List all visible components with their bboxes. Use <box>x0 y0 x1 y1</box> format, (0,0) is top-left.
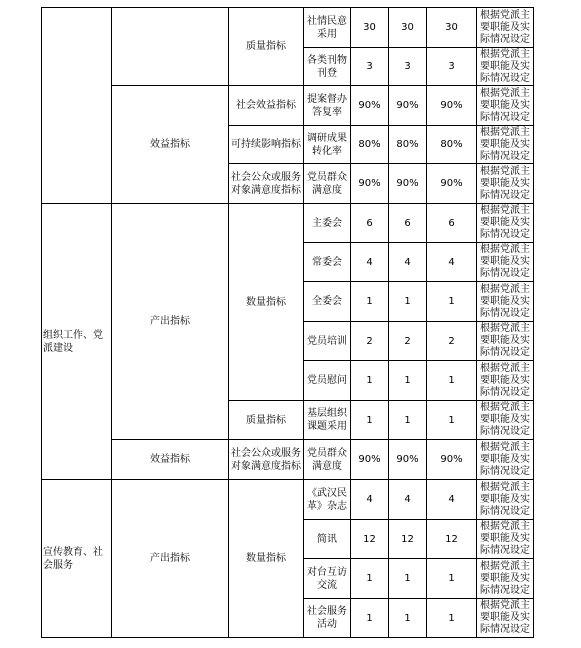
target-value-cell: 1 <box>427 361 477 401</box>
target-value-cell: 1 <box>389 361 427 401</box>
target-value-cell: 1 <box>389 599 427 638</box>
table-row <box>42 8 534 48</box>
target-value-cell: 90% <box>427 164 477 204</box>
indicator-name-cell: 主委会 <box>304 204 351 243</box>
basis-cell: 根据党派主要职能及实际情况设定 <box>477 282 534 322</box>
target-value-cell: 90% <box>389 164 427 204</box>
basis-cell: 根据党派主要职能及实际情况设定 <box>477 322 534 361</box>
basis-cell: 根据党派主要职能及实际情况设定 <box>477 243 534 282</box>
target-value-cell: 6 <box>389 204 427 243</box>
performance-indicator-table <box>41 7 534 638</box>
indicator-name-cell: 党员群众满意度 <box>304 440 351 480</box>
target-value-cell: 4 <box>389 243 427 282</box>
target-value-cell: 80% <box>427 126 477 164</box>
target-value-cell: 6 <box>351 204 389 243</box>
basis-cell: 根据党派主要职能及实际情况设定 <box>477 401 534 440</box>
indicator-name-cell: 调研成果转化率 <box>304 126 351 164</box>
indicator-name-cell: 各类刊物刊登 <box>304 48 351 86</box>
table-row <box>42 480 534 520</box>
indicator-name-cell: 简讯 <box>304 520 351 559</box>
basis-cell: 根据党派主要职能及实际情况设定 <box>477 480 534 520</box>
basis-cell: 根据党派主要职能及实际情况设定 <box>477 48 534 86</box>
indicator-name-cell: 对台互访交流 <box>304 559 351 599</box>
level3-indicator-cell: 质量指标 <box>229 8 304 86</box>
basis-cell: 根据党派主要职能及实际情况设定 <box>477 204 534 243</box>
basis-cell: 根据党派主要职能及实际情况设定 <box>477 164 534 204</box>
target-value-cell: 2 <box>427 322 477 361</box>
level3-indicator-cell: 社会公众或服务对象满意度指标 <box>229 164 304 204</box>
target-value-cell: 6 <box>427 204 477 243</box>
target-value-cell: 80% <box>351 126 389 164</box>
target-value-cell: 1 <box>351 361 389 401</box>
target-value-cell: 3 <box>427 48 477 86</box>
target-value-cell: 90% <box>389 86 427 126</box>
target-value-cell: 90% <box>351 440 389 480</box>
basis-cell: 根据党派主要职能及实际情况设定 <box>477 361 534 401</box>
indicator-name-cell: 全委会 <box>304 282 351 322</box>
level1-indicator-cell: 宣传教育、社会服务 <box>42 480 112 638</box>
target-value-cell: 90% <box>351 164 389 204</box>
level2-indicator-cell: 产出指标 <box>112 204 229 440</box>
level3-indicator-cell: 可持续影响指标 <box>229 126 304 164</box>
level2-indicator-cell: 效益指标 <box>112 440 229 480</box>
basis-cell: 根据党派主要职能及实际情况设定 <box>477 8 534 48</box>
target-value-cell: 1 <box>351 599 389 638</box>
target-value-cell: 4 <box>427 480 477 520</box>
level1-indicator-cell <box>42 8 112 204</box>
target-value-cell: 4 <box>351 243 389 282</box>
target-value-cell: 12 <box>351 520 389 559</box>
basis-cell: 根据党派主要职能及实际情况设定 <box>477 126 534 164</box>
target-value-cell: 30 <box>427 8 477 48</box>
target-value-cell: 1 <box>389 401 427 440</box>
target-value-cell: 80% <box>389 126 427 164</box>
level2-indicator-cell: 产出指标 <box>112 480 229 638</box>
indicator-name-cell: 党员群众满意度 <box>304 164 351 204</box>
target-value-cell: 90% <box>389 440 427 480</box>
indicator-name-cell: 常委会 <box>304 243 351 282</box>
target-value-cell: 1 <box>351 559 389 599</box>
table-row <box>42 204 534 243</box>
indicator-name-cell: 党员培训 <box>304 322 351 361</box>
target-value-cell: 4 <box>389 480 427 520</box>
target-value-cell: 90% <box>427 86 477 126</box>
level3-indicator-cell: 数量指标 <box>229 204 304 401</box>
level3-indicator-cell: 社会效益指标 <box>229 86 304 126</box>
target-value-cell: 12 <box>389 520 427 559</box>
target-value-cell: 30 <box>351 8 389 48</box>
target-value-cell: 4 <box>351 480 389 520</box>
indicator-name-cell: 社情民意采用 <box>304 8 351 48</box>
target-value-cell: 1 <box>427 599 477 638</box>
table-row <box>42 86 534 126</box>
target-value-cell: 2 <box>389 322 427 361</box>
target-value-cell: 90% <box>351 86 389 126</box>
indicator-name-cell: 社会服务活动 <box>304 599 351 638</box>
basis-cell: 根据党派主要职能及实际情况设定 <box>477 559 534 599</box>
target-value-cell: 4 <box>427 243 477 282</box>
target-value-cell: 30 <box>389 8 427 48</box>
target-value-cell: 1 <box>389 282 427 322</box>
target-value-cell: 12 <box>427 520 477 559</box>
target-value-cell: 1 <box>351 282 389 322</box>
level3-indicator-cell: 社会公众或服务对象满意度指标 <box>229 440 304 480</box>
level2-indicator-cell: 效益指标 <box>112 86 229 204</box>
level3-indicator-cell: 数量指标 <box>229 480 304 638</box>
target-value-cell: 1 <box>427 559 477 599</box>
table-body <box>42 8 534 638</box>
level2-indicator-cell <box>112 8 229 86</box>
basis-cell: 根据党派主要职能及实际情况设定 <box>477 599 534 638</box>
target-value-cell: 90% <box>427 440 477 480</box>
indicator-name-cell: 党员慰问 <box>304 361 351 401</box>
basis-cell: 根据党派主要职能及实际情况设定 <box>477 440 534 480</box>
target-value-cell: 1 <box>351 401 389 440</box>
level3-indicator-cell: 质量指标 <box>229 401 304 440</box>
target-value-cell: 2 <box>351 322 389 361</box>
target-value-cell: 1 <box>427 401 477 440</box>
basis-cell: 根据党派主要职能及实际情况设定 <box>477 520 534 559</box>
table-row <box>42 440 534 480</box>
target-value-cell: 1 <box>389 559 427 599</box>
target-value-cell: 3 <box>351 48 389 86</box>
indicator-name-cell: 基层组织课题采用 <box>304 401 351 440</box>
level1-indicator-cell: 组织工作、党派建设 <box>42 204 112 480</box>
basis-cell: 根据党派主要职能及实际情况设定 <box>477 86 534 126</box>
target-value-cell: 1 <box>427 282 477 322</box>
target-value-cell: 3 <box>389 48 427 86</box>
indicator-name-cell: 《武汉民革》杂志 <box>304 480 351 520</box>
indicator-name-cell: 提案督办答复率 <box>304 86 351 126</box>
